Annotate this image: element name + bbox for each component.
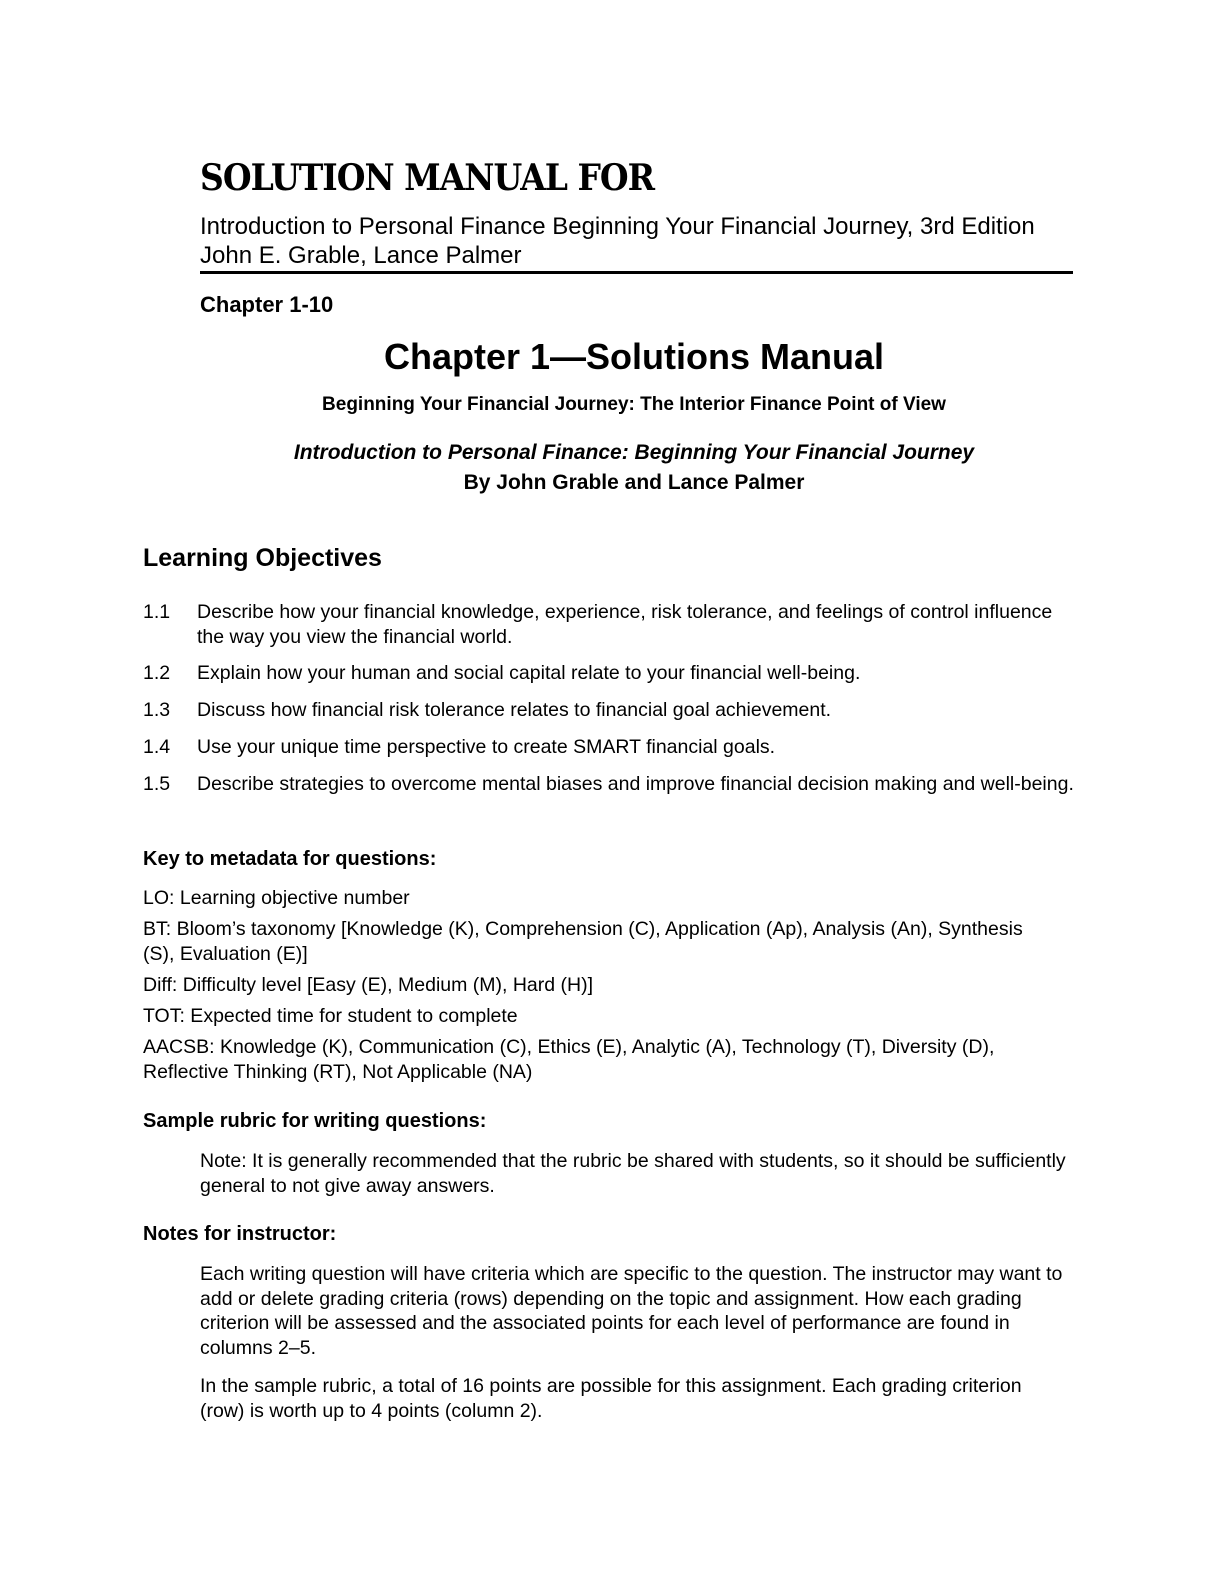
metadata-line: TOT: Expected time for student to complete (143, 1005, 518, 1027)
metadata-heading: Key to metadata for questions: (143, 848, 437, 870)
objective-text: Explain how your human and social capital relate to your financial well-being. (197, 662, 861, 684)
objective-number: 1.1 (143, 601, 171, 623)
chapter-range: Chapter 1-10 (200, 292, 334, 317)
instructor-notes-heading: Notes for instructor: (143, 1223, 337, 1245)
metadata-line: Diff: Difficulty level [Easy (E), Medium (M), Hard (H)] (143, 974, 594, 996)
metadata-line: BT: Bloom’s taxonomy [Knowledge (K), Comprehension (C), Application (Ap), Analysis (An), Synthesis (S), Evaluation (E)] (143, 918, 1023, 965)
chapter-title: Chapter 1—Solutions Manual (383, 336, 885, 377)
instructor-paragraph: Each writing question will have criteria which are specific to the question. The instructor may want to add or delete grading criteria (rows) depending on the topic and assignment. How each grading criterion will be assessed and the associated points for each level of performance are found in columns 2–5. (200, 1263, 1063, 1359)
metadata-line: LO: Learning objective number (143, 887, 410, 909)
chapter-subtitle: Beginning Your Financial Journey: The Interior Finance Point of View (322, 394, 946, 415)
rubric-note: Note: It is generally recommended that the rubric be shared with students, so it should be sufficiently general to not give away answers. (200, 1150, 1066, 1197)
objective-number: 1.5 (143, 773, 171, 795)
book-title: Introduction to Personal Finance: Beginning Your Financial Journey (293, 441, 975, 464)
objective-text: Discuss how financial risk tolerance relates to financial goal achievement. (197, 699, 832, 721)
objective-text: Use your unique time perspective to create SMART financial goals. (197, 736, 776, 758)
book-authors: By John Grable and Lance Palmer (463, 471, 805, 494)
objective-text: Describe how your financial knowledge, experience, risk tolerance, and feelings of control influence the way you view the financial world. (197, 601, 1053, 648)
objective-text: Describe strategies to overcome mental biases and improve financial decision making and well-being. (197, 773, 1074, 795)
objective-number: 1.2 (143, 662, 171, 684)
objective-number: 1.3 (143, 699, 171, 721)
learning-objectives-heading: Learning Objectives (143, 544, 382, 572)
metadata-line: AACSB: Knowledge (K), Communication (C), Ethics (E), Analytic (A), Technology (T), Diversity (D), Reflective Thinking (RT), Not Applicable (NA) (143, 1036, 995, 1083)
document-title: SOLUTION MANUAL FOR (200, 156, 655, 199)
objective-number: 1.4 (143, 736, 171, 758)
title-rule (200, 271, 1073, 274)
rubric-heading: Sample rubric for writing questions: (143, 1110, 487, 1132)
instructor-paragraph: In the sample rubric, a total of 16 points are possible for this assignment. Each grading criterion (row) is worth up to 4 points (column 2). (200, 1375, 1022, 1422)
book-subtitle: Introduction to Personal Finance Beginning Your Financial Journey, 3rd Edition John E. Grable, Lance Palmer (200, 213, 1035, 269)
